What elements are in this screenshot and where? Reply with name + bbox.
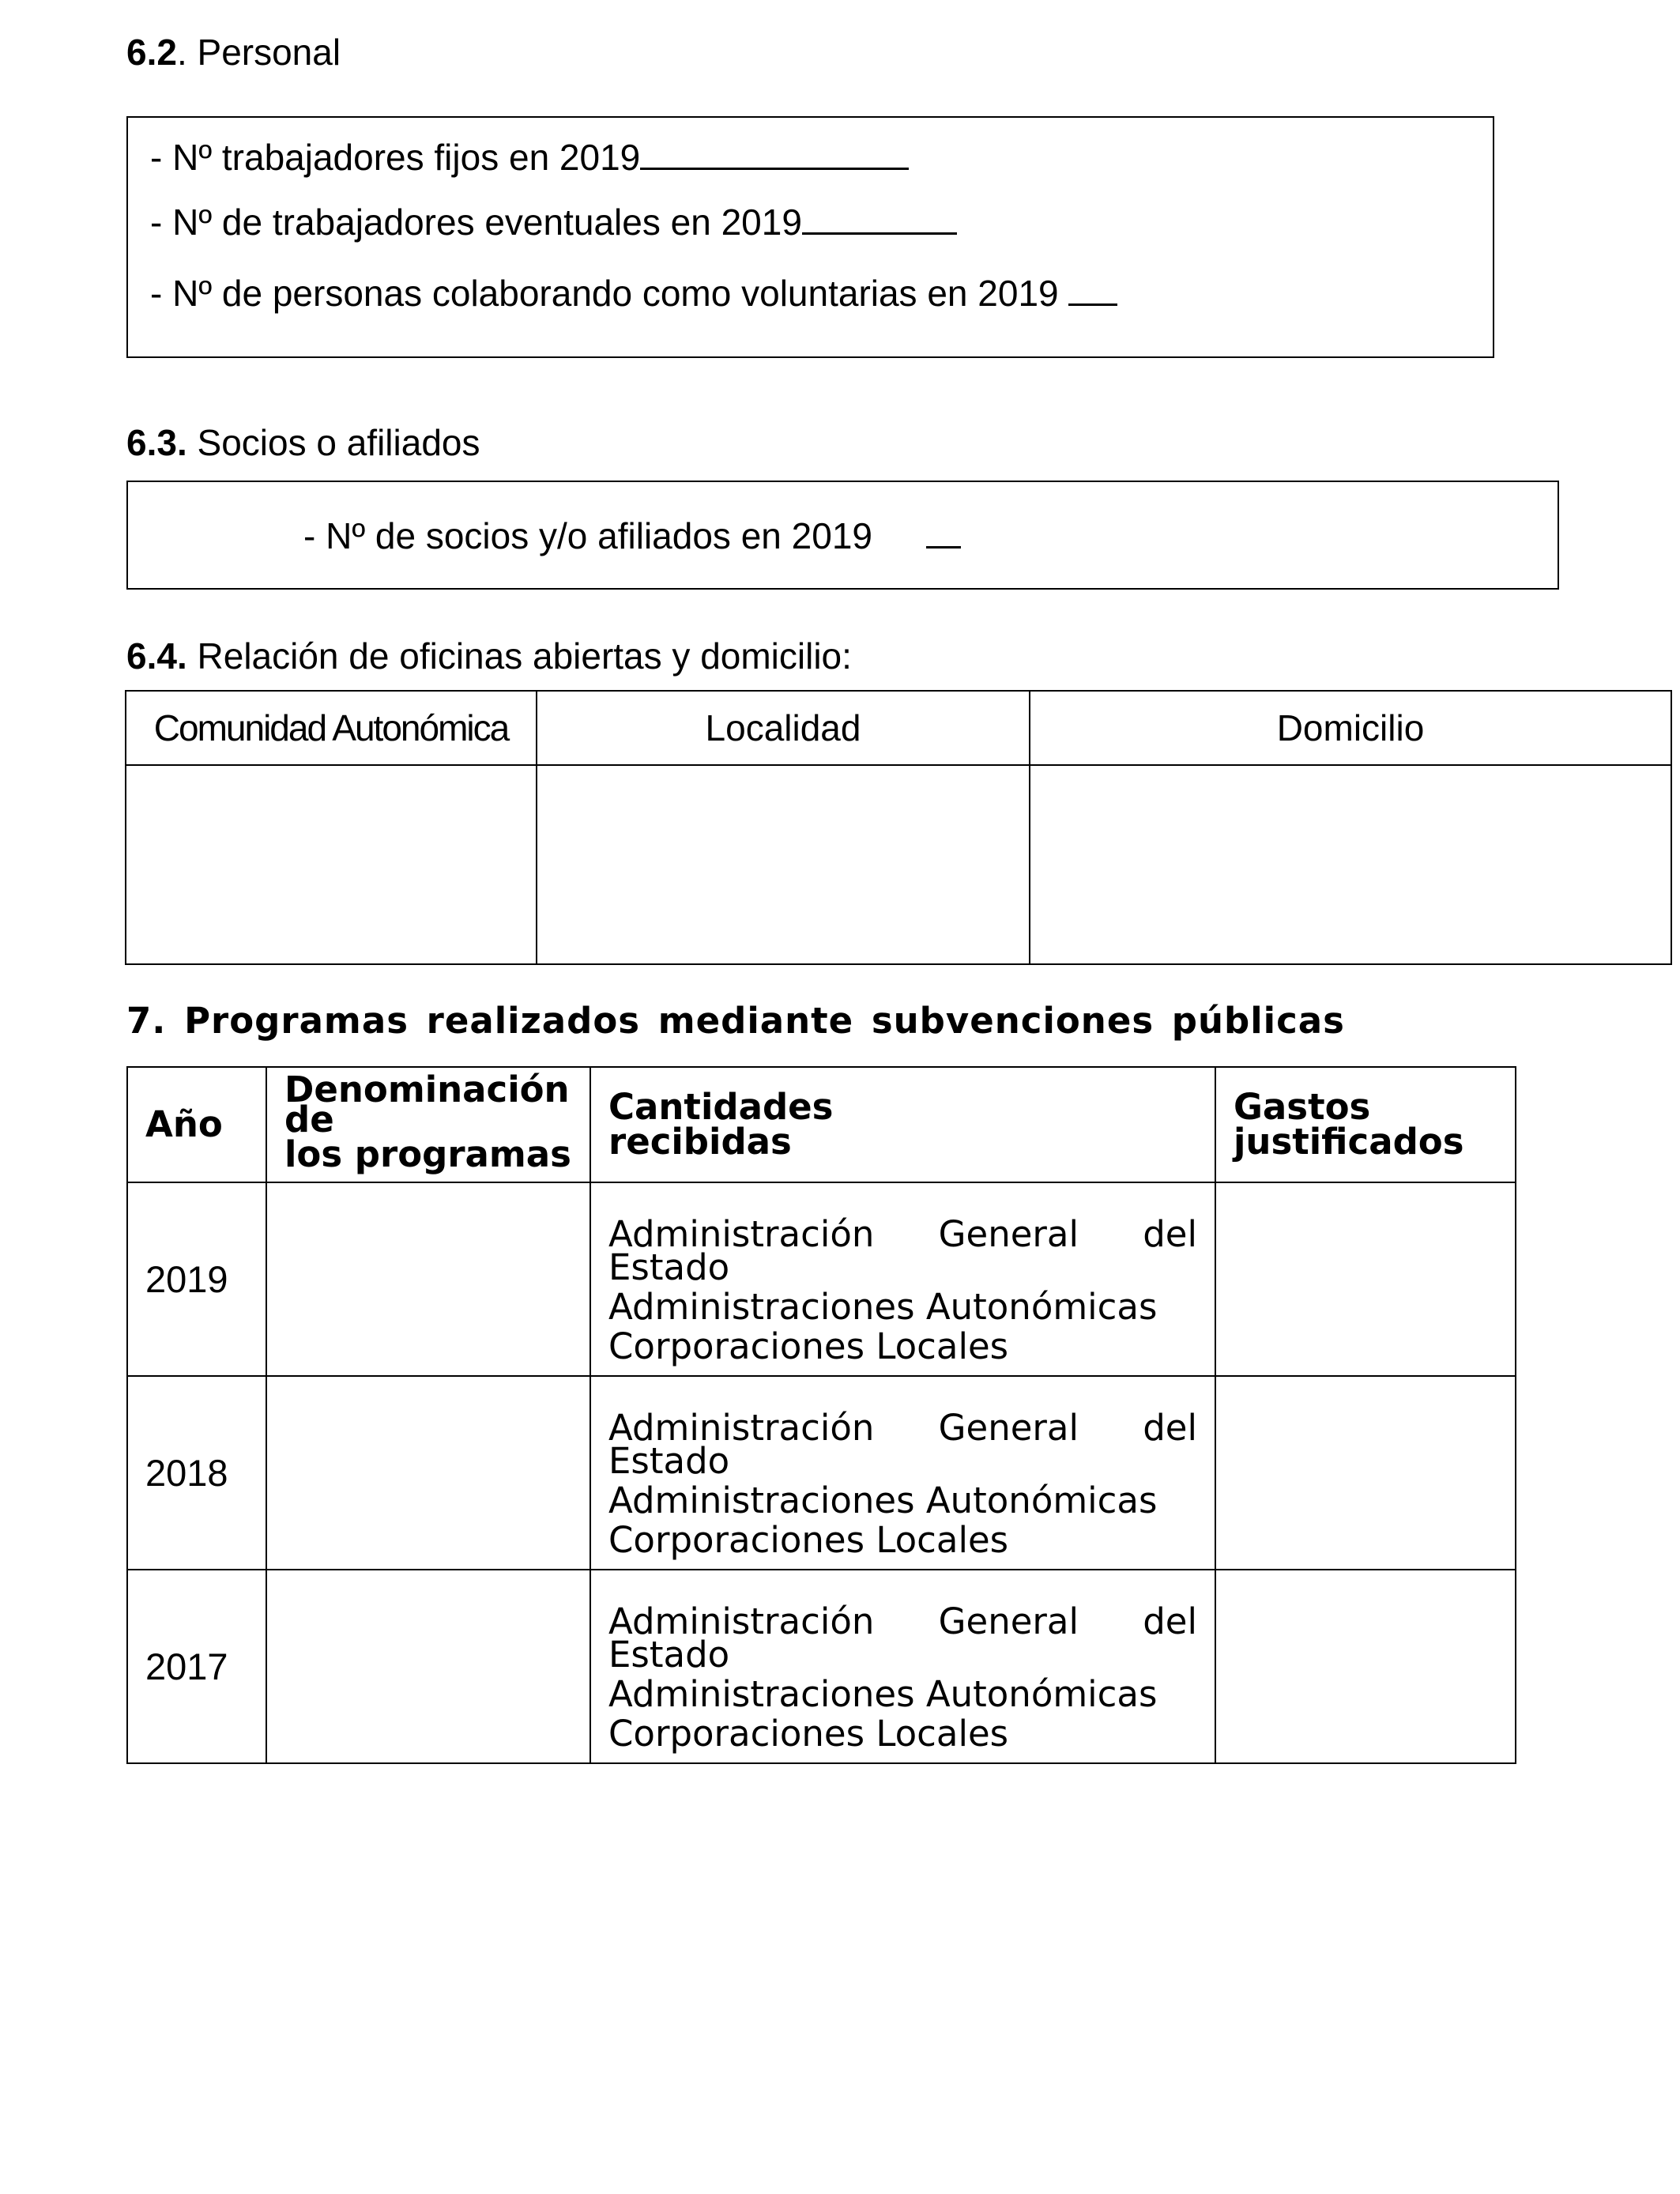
offices-table: [125, 690, 1672, 965]
section-6-3-heading: [126, 420, 480, 465]
programs-row-expenses-cell[interactable]: [1215, 1182, 1516, 1376]
programs-row-2018: [127, 1376, 1516, 1570]
programs-header-expenses-line2: justificados: [1234, 1121, 1464, 1163]
programs-header-expenses-line1: Gastos: [1234, 1086, 1371, 1128]
programs-row-expenses-cell[interactable]: [1215, 1376, 1516, 1570]
temporary-workers-label: - Nº de trabajadores eventuales en 2019: [150, 202, 802, 243]
amount-source-regional: Administraciones Autonómicas: [608, 1479, 1158, 1521]
programs-row-year: 2018: [127, 1376, 266, 1570]
amount-source-state-line2: Estado: [608, 1246, 730, 1288]
amount-source-state-line1: Administración General del: [608, 1408, 1197, 1448]
programs-header-amounts-line2: recibidas: [608, 1121, 792, 1163]
members-field[interactable]: [926, 515, 961, 548]
programs-table: [126, 1066, 1516, 1764]
section-6-4-title: Relación de oficinas abiertas y domicilio:: [186, 635, 852, 677]
offices-cell-address[interactable]: [1030, 765, 1671, 964]
programs-row-year: 2017: [127, 1570, 266, 1763]
personal-box: [126, 116, 1494, 358]
programs-header-year: Año: [127, 1067, 266, 1182]
section-6-3-number: 6.3.: [126, 422, 187, 463]
amount-source-regional: Administraciones Autonómicas: [608, 1672, 1158, 1715]
amount-source-state-line2: Estado: [608, 1439, 730, 1482]
amount-source-local: Corporaciones Locales: [608, 1325, 1009, 1367]
fixed-workers-label: - Nº trabajadores fijos en 2019: [150, 137, 641, 178]
temporary-workers-field[interactable]: [802, 201, 957, 235]
programs-header-name-line1: Denominación de: [284, 1069, 570, 1140]
programs-header-amounts: [590, 1067, 1215, 1182]
amount-source-local: Corporaciones Locales: [608, 1712, 1009, 1755]
programs-header-expenses: [1215, 1067, 1516, 1182]
programs-row-amounts-cell[interactable]: [590, 1570, 1215, 1763]
section-6-4-heading: [126, 634, 852, 678]
section-7-title: 7. Programas realizados mediante subvenciones públicas: [126, 1000, 1345, 1042]
offices-header-address: Domicilio: [1030, 691, 1671, 765]
members-box: [126, 481, 1559, 590]
programs-row-name-cell[interactable]: [266, 1376, 590, 1570]
offices-cell-locality[interactable]: [537, 765, 1030, 964]
programs-header-row: [127, 1067, 1516, 1182]
section-6-2-heading: [126, 30, 341, 74]
offices-header-locality: Localidad: [537, 691, 1030, 765]
fixed-workers-field[interactable]: [640, 136, 909, 170]
offices-header-row: [126, 691, 1671, 765]
amount-source-regional: Administraciones Autonómicas: [608, 1285, 1158, 1328]
programs-header-name: [266, 1067, 590, 1182]
volunteers-line: [150, 271, 1117, 315]
amount-source-local: Corporaciones Locales: [608, 1518, 1009, 1561]
temporary-workers-line: [150, 200, 957, 244]
programs-row-amounts-cell[interactable]: [590, 1376, 1215, 1570]
programs-header-amounts-line1: Cantidades: [608, 1086, 834, 1128]
offices-cell-region[interactable]: [126, 765, 537, 964]
amount-source-state-line2: Estado: [608, 1633, 730, 1676]
offices-row: [126, 765, 1671, 964]
members-line: [303, 514, 961, 558]
amount-source-state-line1: Administración General del: [608, 1601, 1197, 1642]
programs-row-2019: [127, 1182, 1516, 1376]
programs-row-year: 2019: [127, 1182, 266, 1376]
programs-row-name-cell[interactable]: [266, 1182, 590, 1376]
members-label: - Nº de socios y/o afiliados en 2019: [303, 515, 872, 556]
programs-row-2017: [127, 1570, 1516, 1763]
programs-row-expenses-cell[interactable]: [1215, 1570, 1516, 1763]
volunteers-label: - Nº de personas colaborando como voluntarias en 2019: [150, 273, 1069, 314]
section-6-2-number: 6.2: [126, 32, 177, 73]
programs-row-name-cell[interactable]: [266, 1570, 590, 1763]
fixed-workers-line: [150, 135, 909, 179]
section-6-4-number: 6.4.: [126, 635, 187, 677]
programs-header-name-line2: los programas: [284, 1133, 571, 1175]
volunteers-field[interactable]: [1068, 272, 1117, 306]
offices-header-region: Comunidad Autonómica: [126, 691, 537, 765]
section-6-3-title: Socios o afiliados: [186, 422, 480, 463]
section-6-2-title: . Personal: [176, 32, 341, 73]
programs-row-amounts-cell[interactable]: [590, 1182, 1215, 1376]
amount-source-state-line1: Administración General del: [608, 1214, 1197, 1254]
